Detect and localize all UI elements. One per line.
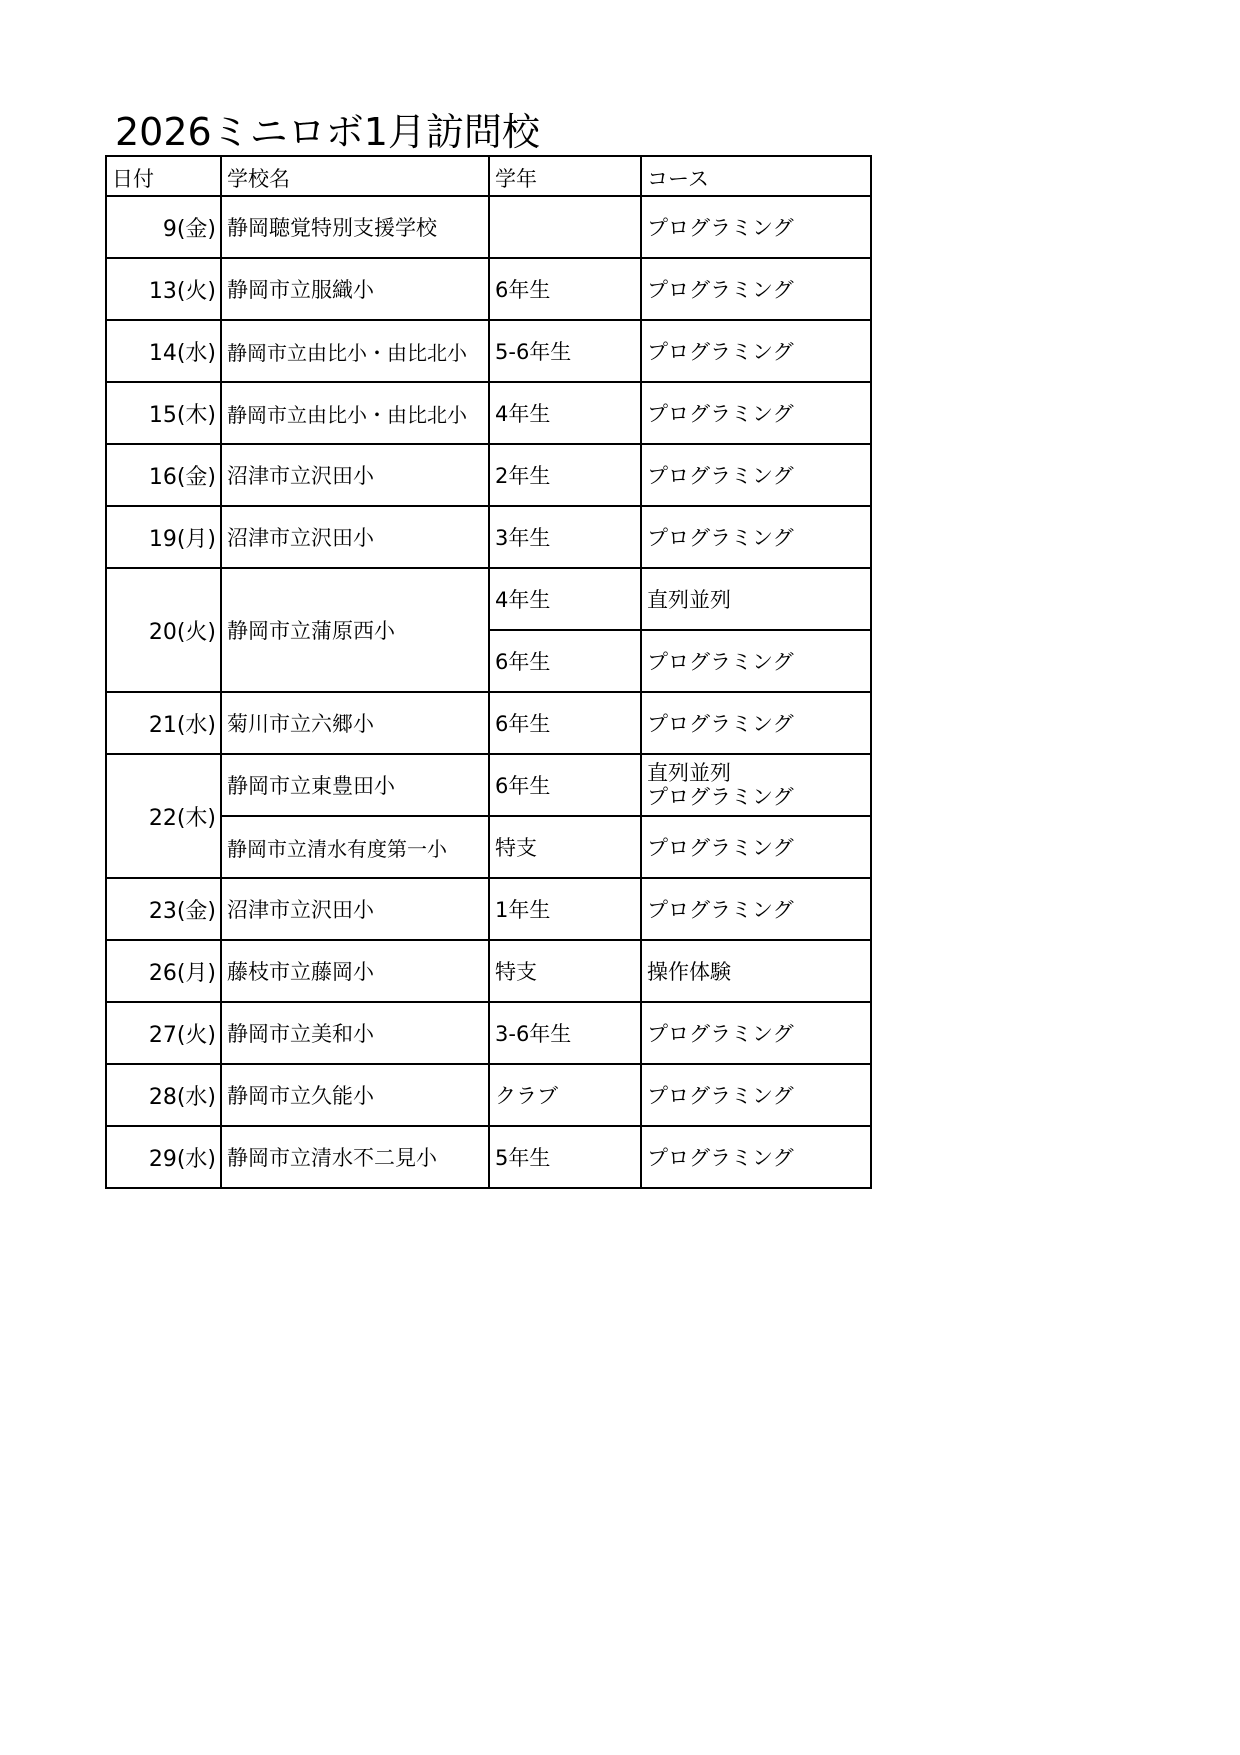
table-row <box>106 692 871 754</box>
cell-course: 操作体験 <box>641 940 871 1002</box>
page-title: 2026ミニロボ1月訪問校 <box>115 110 540 154</box>
cell-school: 菊川市立六郷小 <box>221 692 489 754</box>
cell-grade: 2年生 <box>489 444 641 506</box>
cell-grade: 4年生 <box>489 568 641 630</box>
cell-date: 15(木) <box>106 382 221 444</box>
cell-course: プログラミング <box>641 382 871 444</box>
cell-grade: 6年生 <box>489 754 641 816</box>
cell-grade: 5-6年生 <box>489 320 641 382</box>
table-row <box>106 1126 871 1188</box>
table-row <box>106 196 871 258</box>
cell-school: 静岡市立服織小 <box>221 258 489 320</box>
cell-course <box>641 754 871 816</box>
course-line: プログラミング <box>647 785 794 809</box>
cell-school: 沼津市立沢田小 <box>221 444 489 506</box>
cell-course: プログラミング <box>641 692 871 754</box>
table-row <box>106 506 871 568</box>
cell-date: 22(木) <box>106 754 221 878</box>
cell-grade: 3-6年生 <box>489 1002 641 1064</box>
table-row <box>106 754 871 816</box>
cell-date: 16(金) <box>106 444 221 506</box>
cell-grade: 6年生 <box>489 258 641 320</box>
cell-date: 28(水) <box>106 1064 221 1126</box>
cell-course: プログラミング <box>641 320 871 382</box>
cell-grade: 特支 <box>489 940 641 1002</box>
cell-date: 14(水) <box>106 320 221 382</box>
cell-course: 直列並列 <box>641 568 871 630</box>
table-row <box>106 816 871 878</box>
table-row <box>106 258 871 320</box>
cell-date: 13(火) <box>106 258 221 320</box>
cell-school: 静岡市立東豊田小 <box>221 754 489 816</box>
cell-school: 静岡市立由比小・由比北小 <box>221 320 489 382</box>
header-school: 学校名 <box>221 156 489 196</box>
schedule-table <box>105 155 872 1189</box>
cell-school: 静岡聴覚特別支援学校 <box>221 196 489 258</box>
cell-course: プログラミング <box>641 506 871 568</box>
cell-course: プログラミング <box>641 444 871 506</box>
cell-date: 27(火) <box>106 1002 221 1064</box>
cell-course: プログラミング <box>641 196 871 258</box>
cell-grade: 3年生 <box>489 506 641 568</box>
header-grade: 学年 <box>489 156 641 196</box>
cell-date: 29(水) <box>106 1126 221 1188</box>
cell-grade: 6年生 <box>489 630 641 692</box>
table-row <box>106 940 871 1002</box>
table-row <box>106 568 871 630</box>
cell-course: プログラミング <box>641 816 871 878</box>
table-row <box>106 382 871 444</box>
cell-school: 静岡市立清水不二見小 <box>221 1126 489 1188</box>
cell-course: プログラミング <box>641 258 871 320</box>
course-line: 直列並列 <box>647 761 731 785</box>
cell-school: 静岡市立由比小・由比北小 <box>221 382 489 444</box>
table-row <box>106 320 871 382</box>
cell-grade: 6年生 <box>489 692 641 754</box>
cell-school: 沼津市立沢田小 <box>221 506 489 568</box>
cell-school: 静岡市立美和小 <box>221 1002 489 1064</box>
cell-date: 26(月) <box>106 940 221 1002</box>
cell-date: 20(火) <box>106 568 221 692</box>
cell-grade: 4年生 <box>489 382 641 444</box>
cell-date: 19(月) <box>106 506 221 568</box>
table-row <box>106 1002 871 1064</box>
table-header-row <box>106 156 871 196</box>
cell-grade: 特支 <box>489 816 641 878</box>
cell-school: 静岡市立清水有度第一小 <box>221 816 489 878</box>
cell-date: 21(水) <box>106 692 221 754</box>
cell-school: 静岡市立蒲原西小 <box>221 568 489 692</box>
cell-course: プログラミング <box>641 1126 871 1188</box>
cell-date: 23(金) <box>106 878 221 940</box>
cell-grade: 1年生 <box>489 878 641 940</box>
table-row <box>106 444 871 506</box>
cell-grade: 5年生 <box>489 1126 641 1188</box>
cell-grade: クラブ <box>489 1064 641 1126</box>
cell-course: プログラミング <box>641 1002 871 1064</box>
header-course: コース <box>641 156 871 196</box>
cell-school: 沼津市立沢田小 <box>221 878 489 940</box>
cell-grade <box>489 196 641 258</box>
cell-date: 9(金) <box>106 196 221 258</box>
cell-course: プログラミング <box>641 1064 871 1126</box>
cell-course: プログラミング <box>641 878 871 940</box>
cell-school: 静岡市立久能小 <box>221 1064 489 1126</box>
header-date: 日付 <box>106 156 221 196</box>
cell-course: プログラミング <box>641 630 871 692</box>
cell-school: 藤枝市立藤岡小 <box>221 940 489 1002</box>
table-row <box>106 1064 871 1126</box>
table-row <box>106 878 871 940</box>
